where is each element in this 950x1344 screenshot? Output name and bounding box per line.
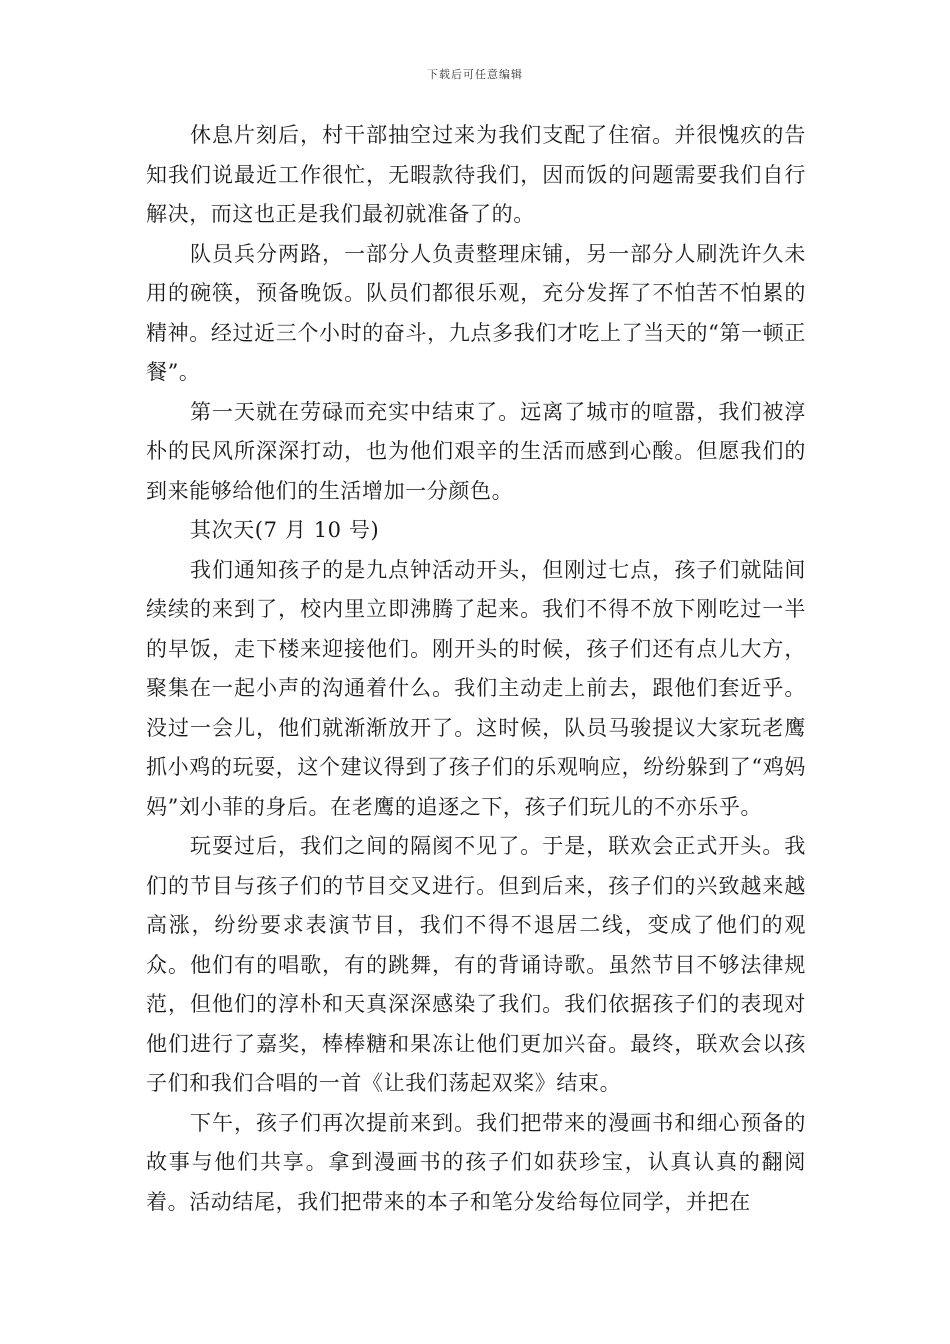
document-body — [146, 116, 806, 1222]
paragraph: 玩耍过后，我们之间的隔阂不见了。于是，联欢会正式开头。我们的节目与孩子们的节目交叉进行。但到后来，孩子们的兴致越来越高涨，纷纷要求表演节目，我们不得不退居二线，变成了他们的观众。他们有的唱歌，有的跳舞，有的背诵诗歌。虽然节目不够法律规范，但他们的淳朴和天真深深感染了我们。我们依据孩子们的表现对他们进行了嘉奖，棒棒糖和果冻让他们更加兴奋。最终，联欢会以孩子们和我们合唱的一首《让我们荡起双桨》结束。 — [146, 834, 806, 1095]
paragraph: 第一天就在劳碌而充实中结束了。远离了城市的喧嚣，我们被淳朴的民风所深深打动，也为他们艰辛的生活而感到心酸。但愿我们的到来能够给他们的生活增加一分颜色。 — [146, 399, 806, 503]
section-heading: 其次天(7 月 10 号) — [190, 518, 380, 542]
paragraph: 我们通知孩子的是九点钟活动开头，但刚过七点，孩子们就陆间续续的来到了，校内里立即沸腾了起来。我们不得不放下刚吃过一半的早饭，走下楼来迎接他们。刚开头的时候，孩子们还有点儿大方，聚集在一起小声的沟通着什么。我们主动走上前去，跟他们套近乎。没过一会儿，他们就渐渐放开了。这时候，队员马骏提议大家玩老鹰抓小鸡的玩耍，这个建议得到了孩子们的乐观响应，纷纷躲到了“鸡妈妈”刘小菲的身后。在老鹰的追逐之下，孩子们玩儿的不亦乐乎。 — [146, 557, 806, 819]
page-header: 下载后可任意编辑 — [427, 68, 523, 81]
paragraph: 下午，孩子们再次提前来到。我们把带来的漫画书和细心预备的故事与他们共享。拿到漫画书的孩子们如获珍宝，认真认真的翻阅着。活动结尾，我们把带来的本子和笔分发给每位同学，并把在 — [146, 1110, 806, 1214]
paragraph: 队员兵分两路，一部分人负责整理床铺，另一部分人刷洗许久未用的碗筷，预备晚饭。队员们都很乐观，充分发挥了不怕苦不怕累的精神。经过近三个小时的奋斗，九点多我们才吃上了当天的“第一顿正餐”。 — [146, 241, 806, 384]
paragraph: 休息片刻后，村干部抽空过来为我们支配了住宿。并很愧疚的告知我们说最近工作很忙，无暇款待我们，因而饭的问题需要我们自行解决，而这也正是我们最初就准备了的。 — [146, 123, 806, 226]
